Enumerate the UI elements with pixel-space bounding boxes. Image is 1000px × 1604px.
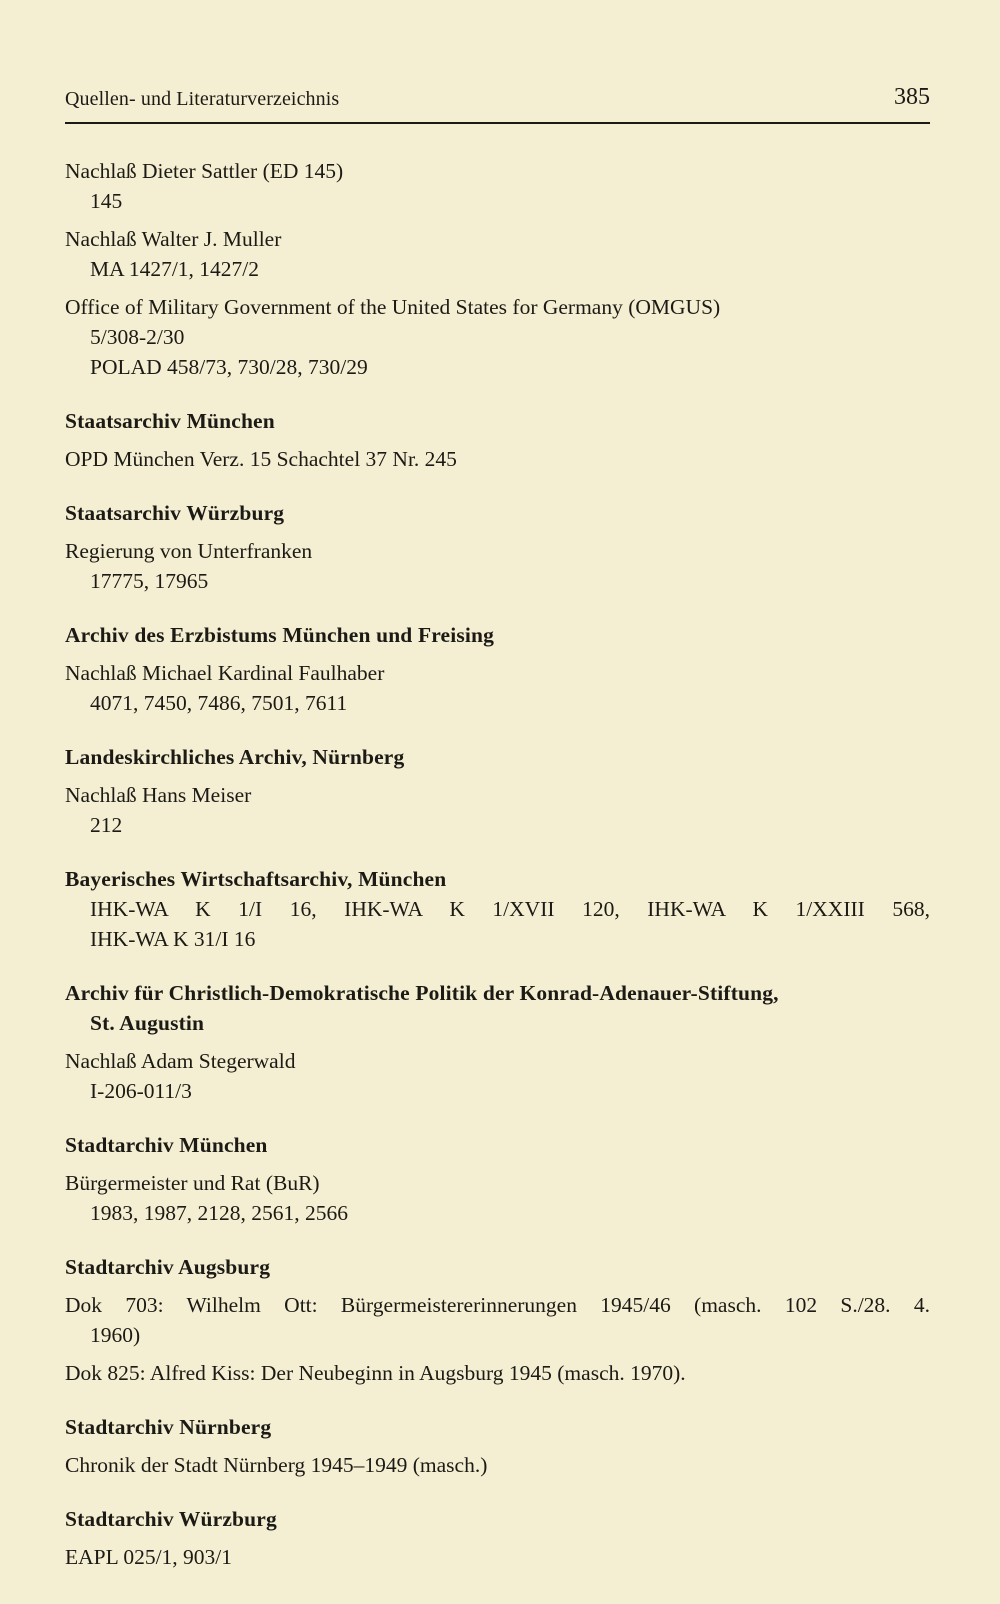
running-title: Quellen- und Literaturverzeichnis (65, 88, 340, 110)
archive-heading: Stadtarchiv Würzburg (65, 1507, 277, 1531)
entry-title: Dok 703: Wilhelm Ott: Bürgermeistererinnerungen 1945/46 (masch. 102 S./28. 4. (65, 1293, 930, 1317)
entry-title: Chronik der Stadt Nürnberg 1945–1949 (masch.) (65, 1453, 488, 1477)
entry-title-continued: 1960) (90, 1323, 141, 1347)
entry-title: EAPL 025/1, 903/1 (65, 1545, 233, 1569)
archive-heading: Staatsarchiv München (65, 409, 275, 433)
entry-reference: IHK-WA K 31/I 16 (90, 927, 256, 951)
entry-title: Bürgermeister und Rat (BuR) (65, 1171, 320, 1195)
entry-reference: 5/308-2/30 (90, 325, 185, 349)
archive-heading: Stadtarchiv Augsburg (65, 1255, 271, 1279)
archive-heading: Stadtarchiv München (65, 1133, 268, 1157)
page-number: 385 (894, 84, 930, 110)
entry-title: Office of Military Government of the United States for Germany (OMGUS) (65, 295, 721, 319)
archive-heading: Archiv für Christlich-Demokratische Politik der Konrad-Adenauer-Stiftung, (65, 981, 779, 1005)
entry-reference: I-206-011/3 (90, 1079, 192, 1103)
entry-title: Nachlaß Michael Kardinal Faulhaber (65, 661, 385, 685)
archive-heading: Stadtarchiv Nürnberg (65, 1415, 272, 1439)
archive-heading: Landeskirchliches Archiv, Nürnberg (65, 745, 405, 769)
archive-heading: Archiv des Erzbistums München und Freising (65, 623, 494, 647)
archive-heading: Staatsarchiv Würzburg (65, 501, 285, 525)
entry-title: Nachlaß Walter J. Muller (65, 227, 282, 251)
entry-reference: 4071, 7450, 7486, 7501, 7611 (90, 691, 348, 715)
entry-reference: IHK-WA K 1/I 16, IHK-WA K 1/XVII 120, IHK-WA K 1/XXIII 568, (90, 897, 930, 921)
archive-heading: Bayerisches Wirtschaftsarchiv, München (65, 867, 447, 891)
entry-reference: 212 (90, 813, 123, 837)
entry-title: Nachlaß Adam Stegerwald (65, 1049, 296, 1073)
entry-reference: 17775, 17965 (90, 569, 209, 593)
entry-reference: 145 (90, 189, 123, 213)
bibliography-content (65, 156, 930, 1572)
archive-heading-continued: St. Augustin (90, 1011, 205, 1035)
entry-title: Nachlaß Dieter Sattler (ED 145) (65, 159, 344, 183)
running-header (65, 84, 930, 124)
entry-title: Nachlaß Hans Meiser (65, 783, 252, 807)
entry-reference: POLAD 458/73, 730/28, 730/29 (90, 355, 368, 379)
entry-reference: MA 1427/1, 1427/2 (90, 257, 260, 281)
entry-title: OPD München Verz. 15 Schachtel 37 Nr. 245 (65, 447, 457, 471)
entry-reference: 1983, 1987, 2128, 2561, 2566 (90, 1201, 348, 1225)
entry-title: Dok 825: Alfred Kiss: Der Neubeginn in Augsburg 1945 (masch. 1970). (65, 1361, 686, 1385)
entry-title: Regierung von Unterfranken (65, 539, 313, 563)
